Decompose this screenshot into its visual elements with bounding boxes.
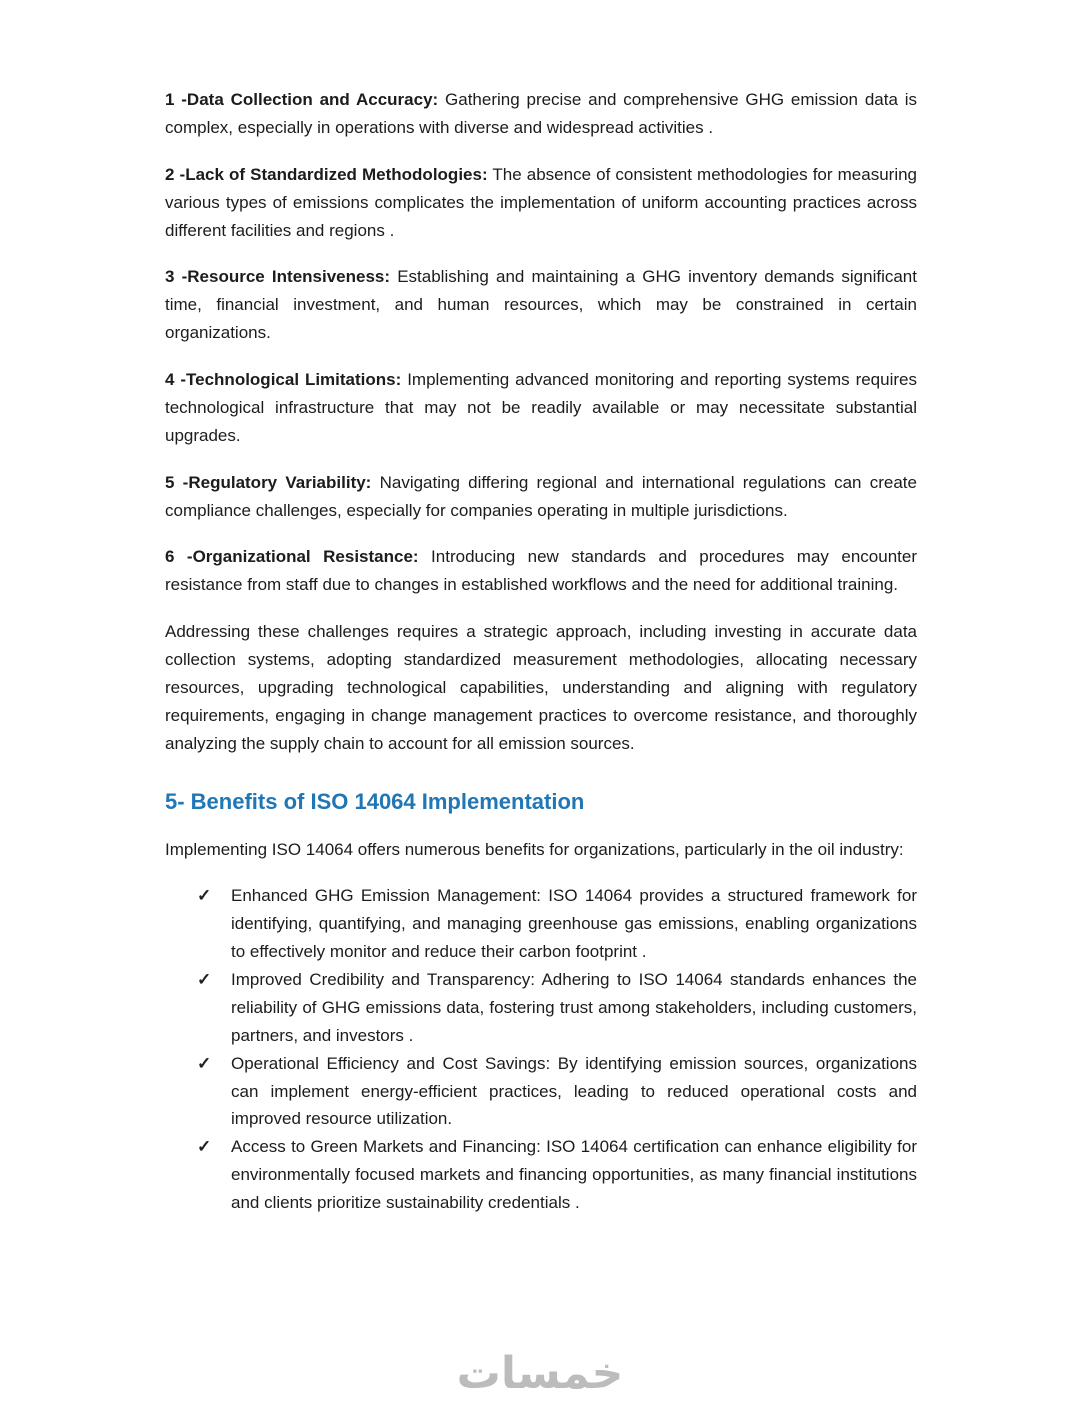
numbered-paragraph-6 (165, 543, 917, 599)
checkmark-icon: ✓ (197, 970, 212, 990)
document-content (165, 86, 917, 1217)
paragraph-3-label: 3 -Resource Intensiveness: (165, 267, 391, 287)
closing-paragraph: Addressing these challenges requires a strategic approach, including investing in accurate data collection systems, adopting standardized measurement methodologies, allocating necessary resources, upgrading technological capabilities, understanding and aligning with regulatory requirements, engaging in change management practices to overcome resistance, and thoroughly analyzing the supply chain to account for all emission sources. (165, 622, 917, 753)
checkmark-icon: ✓ (197, 1053, 212, 1073)
numbered-paragraph-5 (165, 469, 917, 525)
paragraph-4-label: 4 -Technological Limitations: (165, 370, 402, 389)
benefits-checklist (165, 882, 917, 1217)
numbered-paragraph-3 (165, 263, 917, 347)
paragraph-5-text: Navigating differing regional and international regulations can create compliance challenges, especially for companies operating in multiple jurisdictions. (165, 472, 917, 520)
checkmark-icon: ✓ (197, 886, 212, 906)
checklist-item-2 (197, 966, 917, 1050)
paragraph-3-text: Establishing and maintaining a GHG inventory demands significant time, financial investment, and human resources, which may be constrained in certain organizations. (165, 267, 917, 343)
paragraph-4-text: Implementing advanced monitoring and reporting systems requires technological infrastructure that may not be readily available or may necessitate substantial upgrades. (165, 370, 917, 445)
checklist-item-4-text: Access to Green Markets and Financing: ISO 14064 certification can enhance eligibility for environmentally focused markets and financing opportunities, as many financial institutions and clients prioritize sustainability credentials . (231, 1137, 917, 1213)
checklist-item-2-text: Improved Credibility and Transparency: Adhering to ISO 14064 standards enhances the reliability of GHG emissions data, fostering trust among stakeholders, including customers, partners, and investors . (231, 970, 917, 1045)
paragraph-1-text: Gathering precise and comprehensive GHG emission data is complex, especially in operations with diverse and widespread activities . (165, 90, 917, 137)
section-intro: Implementing ISO 14064 offers numerous benefits for organizations, particularly in the oil industry: (165, 839, 904, 859)
paragraph-1-label: 1 -Data Collection and Accuracy: (165, 90, 439, 109)
paragraph-6-text: Introducing new standards and procedures may encounter resistance from staff due to changes in established workflows and the need for additional training. (165, 547, 917, 595)
paragraph-6-label: 6 -Organizational Resistance: (165, 547, 419, 567)
numbered-paragraph-4 (165, 366, 917, 450)
checklist-item-1 (197, 882, 917, 966)
numbered-paragraph-2 (165, 161, 917, 245)
checklist-item-1-text: Enhanced GHG Emission Management: ISO 14064 provides a structured framework for identifying, quantifying, and managing greenhouse gas emissions, enabling organizations to effectively monitor and reduce their carbon footprint . (231, 886, 917, 962)
watermark-logo: خمسات (456, 1348, 624, 1399)
paragraph-5-label: 5 -Regulatory Variability: (165, 472, 372, 492)
section-heading: 5- Benefits of ISO 14064 Implementation (165, 788, 585, 814)
paragraph-2-text: The absence of consistent methodologies for measuring various types of emissions complicates the implementation of uniform accounting practices across different facilities and regions . (165, 164, 918, 240)
paragraph-2-label: 2 -Lack of Standardized Methodologies: (165, 164, 488, 184)
checkmark-icon: ✓ (197, 1137, 212, 1157)
checklist-item-3 (197, 1050, 917, 1134)
numbered-paragraph-1 (165, 86, 917, 142)
checklist-item-3-text: Operational Efficiency and Cost Savings: By identifying emission sources, organizations can implement energy-efficient practices, leading to reduced operational costs and improved resource utilization. (231, 1053, 917, 1129)
checklist-item-4 (197, 1133, 917, 1217)
